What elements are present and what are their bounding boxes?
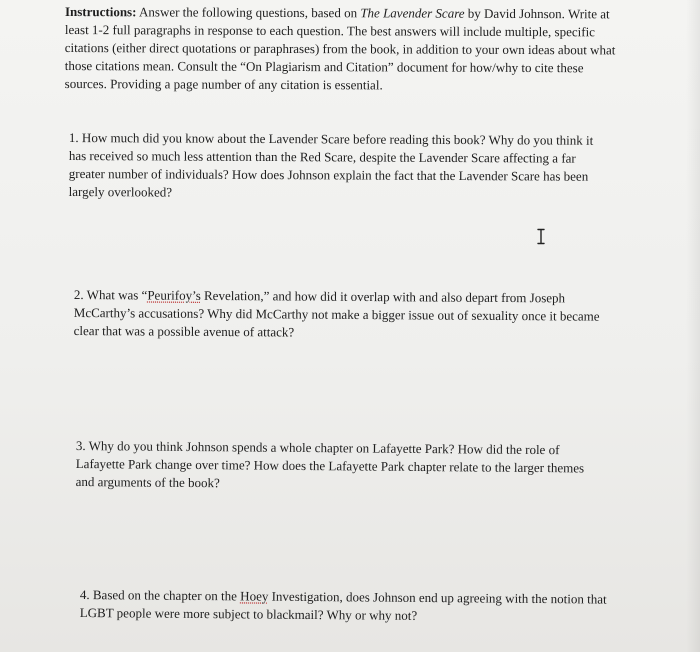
- question-2: [74, 286, 614, 344]
- question-4-text-a: 4. Based on the chapter on the: [79, 586, 241, 604]
- question-3: 3. Why do you think Johnson spends a whole chapter on Lafayette Park? How did the role of Lafayette Park change over time? How does the Lafayette Park chapter relate to the larger themes and arguments of the book?: [75, 437, 585, 491]
- page-edge-shadow: [686, 0, 700, 652]
- question-2-text-b: Revelation,” and how did it overlap with and also depart from Joseph McCarthy’s accusations? Why did McCarthy not make a bigger issue out of sexuality once it became clear that was a possible avenue of attack?: [73, 287, 600, 340]
- instructions-paragraph: [65, 3, 625, 95]
- instructions-text-part2: by David Johnson. Write at least 1-2 full paragraphs in response to each question. The best answers will include multiple, specific citations (either direct quotations or paraphrases) from the book, in addition to your own ideas about what those citations mean. Consult the “On Plagiarism and Citation” document for how/why to cite these sources. Providing a page number of any citation is essential.: [64, 5, 616, 93]
- question-4-text-b: Investigation, does Johnson end up agreeing with the notion that LGBT people were more subject to blackmail? Why or why not?: [79, 588, 607, 623]
- question-4: [80, 586, 620, 627]
- instructions-label: Instructions:: [64, 3, 137, 20]
- instructions-text-part1: Answer the following questions, based on: [136, 4, 361, 21]
- book-title: The Lavender Scare: [360, 5, 465, 21]
- question-4-name: Hoey: [240, 588, 269, 604]
- question-2-text-a: 2. What was “: [73, 286, 148, 303]
- question-2-name: Peurifoy’s: [147, 287, 201, 303]
- question-1: 1. How much did you know about the Lavender Scare before reading this book? Why do you think it has received so much less attention than the Red Scare, despite the Lavender Scare affecting a far greater number of individuals? How does Johnson explain the fact that the Lavender Scare has been largely overlooked?: [68, 129, 594, 200]
- text-cursor-icon: [536, 228, 546, 245]
